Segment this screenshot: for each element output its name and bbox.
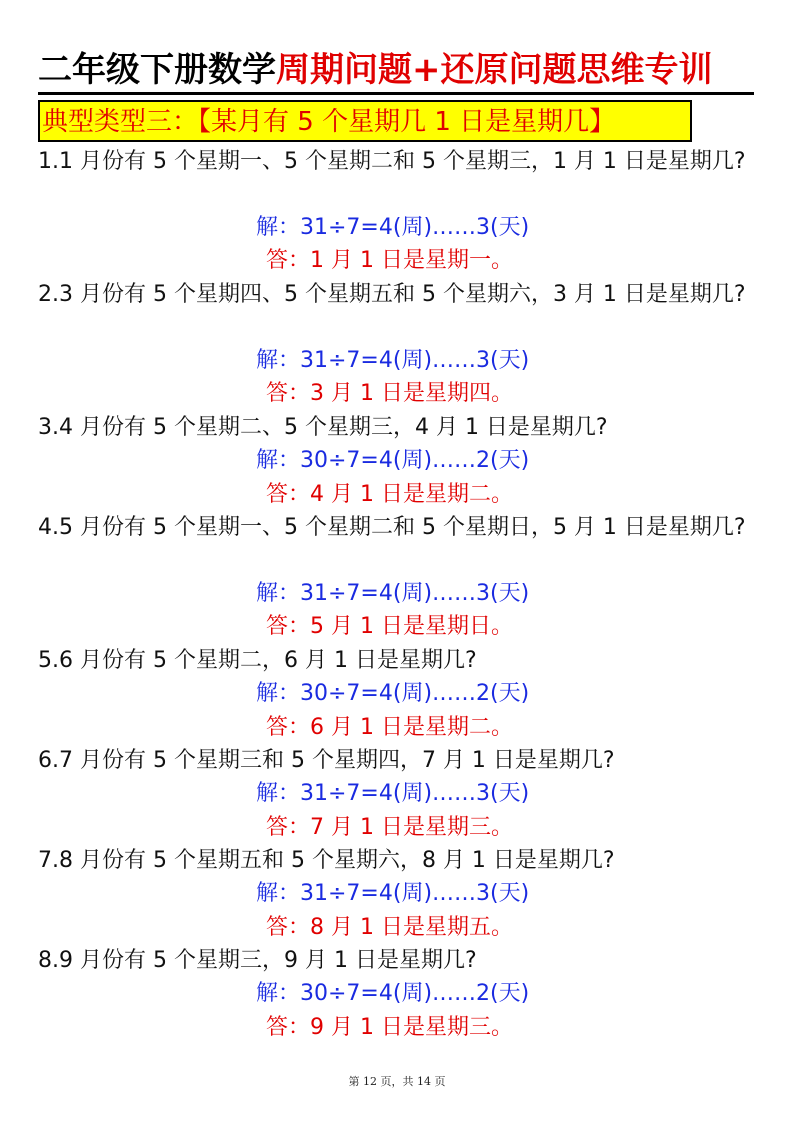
section-heading: 典型类型三：【某月有 5 个星期几 1 日是星期几】: [42, 107, 616, 137]
answer-4: 答：5 月 1 日是星期日。: [266, 614, 513, 639]
question-6: 6.7 月份有 5 个星期三和 5 个星期四，7 月 1 日是星期几?: [38, 748, 615, 773]
solution-4: 解：31÷7=4(周)……3(天): [256, 581, 530, 606]
page-footer: 第 12 页，共 14 页: [348, 1075, 446, 1088]
answer-6: 答：7 月 1 日是星期三。: [266, 815, 513, 840]
solution-2: 解：31÷7=4(周)……3(天): [256, 348, 530, 373]
document-title: [38, 48, 758, 92]
answer-1: 答：1 月 1 日是星期一。: [266, 248, 513, 273]
answer-7: 答：8 月 1 日是星期五。: [266, 915, 513, 940]
question-1: 1.1 月份有 5 个星期一、5 个星期二和 5 个星期三，1 月 1 日是星期几?: [38, 149, 746, 174]
answer-8: 答：9 月 1 日是星期三。: [266, 1015, 513, 1040]
question-2: 2.3 月份有 5 个星期四、5 个星期五和 5 个星期六，3 月 1 日是星期几?: [38, 282, 746, 307]
question-5: 5.6 月份有 5 个星期二，6 月 1 日是星期几?: [38, 648, 477, 673]
title-red-part: 周期问题+还原问题思维专训: [276, 50, 713, 90]
solution-6: 解：31÷7=4(周)……3(天): [256, 781, 530, 806]
solution-1: 解：31÷7=4(周)……3(天): [256, 215, 530, 240]
title-black-part: 二年级下册数学: [38, 50, 276, 90]
title-underline: [38, 92, 754, 95]
solution-5: 解：30÷7=4(周)……2(天): [256, 681, 530, 706]
question-3: 3.4 月份有 5 个星期二、5 个星期三，4 月 1 日是星期几?: [38, 415, 608, 440]
solution-3: 解：30÷7=4(周)……2(天): [256, 448, 530, 473]
solution-7: 解：31÷7=4(周)……3(天): [256, 881, 530, 906]
answer-3: 答：4 月 1 日是星期二。: [266, 482, 513, 507]
solution-8: 解：30÷7=4(周)……2(天): [256, 981, 530, 1006]
question-7: 7.8 月份有 5 个星期五和 5 个星期六，8 月 1 日是星期几?: [38, 848, 615, 873]
question-8: 8.9 月份有 5 个星期三，9 月 1 日是星期几?: [38, 948, 477, 973]
answer-5: 答：6 月 1 日是星期二。: [266, 715, 513, 740]
answer-2: 答：3 月 1 日是星期四。: [266, 381, 513, 406]
question-4: 4.5 月份有 5 个星期一、5 个星期二和 5 个星期日，5 月 1 日是星期几?: [38, 515, 746, 540]
